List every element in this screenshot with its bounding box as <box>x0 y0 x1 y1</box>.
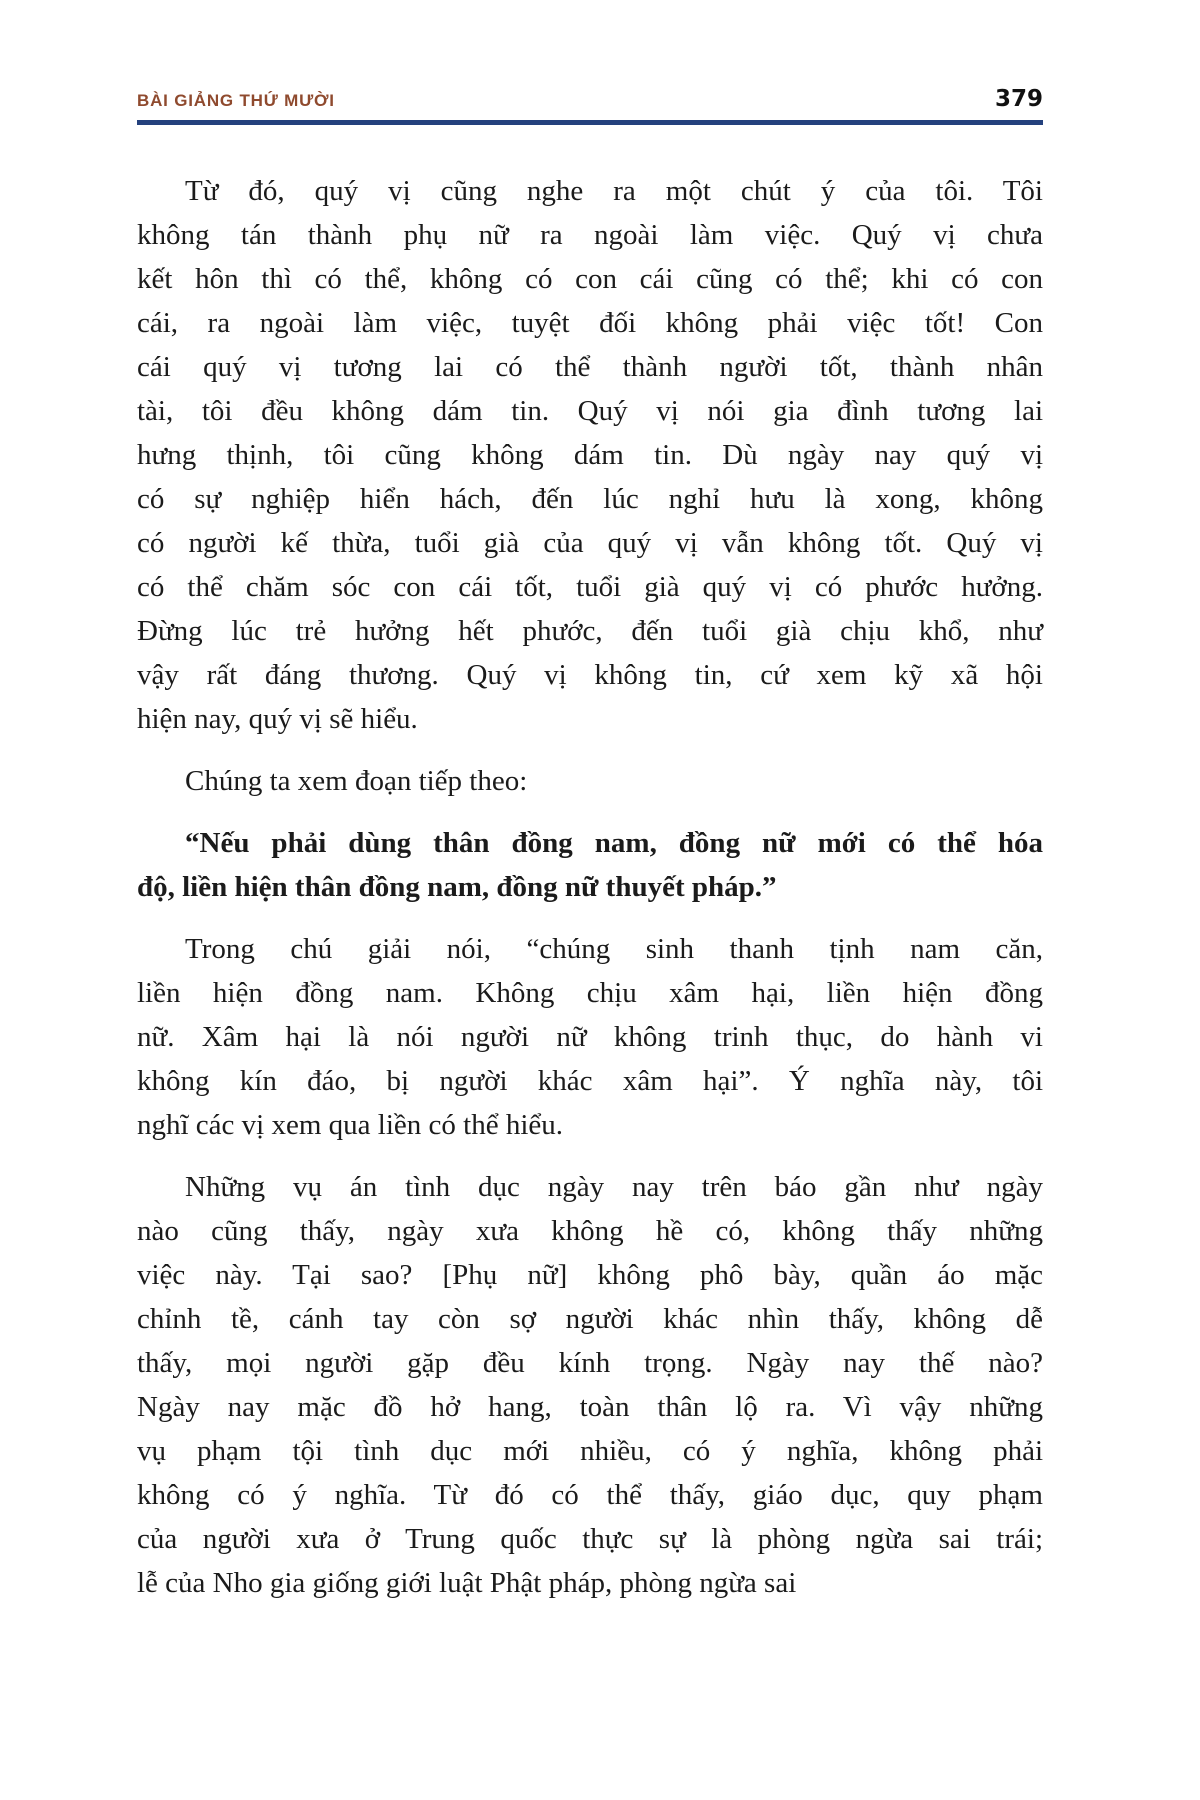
text-line: có thể chăm sóc con cái tốt, tuổi già quý vị có phước hưởng. <box>137 571 1043 603</box>
text-line: độ, liền hiện thân đồng nam, đồng nữ thuyết pháp.” <box>137 871 777 903</box>
text-line: vụ phạm tội tình dục mới nhiều, có ý nghĩa, không phải <box>137 1435 1043 1467</box>
page-body <box>137 169 1043 1605</box>
paragraph <box>137 1165 1043 1605</box>
text-line: không tán thành phụ nữ ra ngoài làm việc. Quý vị chưa <box>137 219 1043 251</box>
paragraph <box>137 759 1043 803</box>
text-line: nào cũng thấy, ngày xưa không hề có, không thấy những <box>137 1215 1043 1247</box>
text-line: cái, ra ngoài làm việc, tuyệt đối không phải việc tốt! Con <box>137 307 1043 339</box>
running-header <box>137 86 1043 112</box>
text-column <box>137 0 1043 1623</box>
text-line: Chúng ta xem đoạn tiếp theo: <box>185 765 528 797</box>
text-line: kết hôn thì có thể, không có con cái cũng có thể; khi có con <box>137 263 1043 295</box>
text-line: Đừng lúc trẻ hưởng hết phước, đến tuổi già chịu khổ, như <box>137 615 1043 647</box>
text-line: Trong chú giải nói, “chúng sinh thanh tịnh nam căn, <box>185 933 1043 965</box>
text-line: vậy rất đáng thương. Quý vị không tin, cứ xem kỹ xã hội <box>137 659 1043 691</box>
text-line: hưng thịnh, tôi cũng không dám tin. Dù ngày nay quý vị <box>137 439 1043 471</box>
text-line: có người kế thừa, tuổi già của quý vị vẫn không tốt. Quý vị <box>137 527 1043 559</box>
text-line: việc này. Tại sao? [Phụ nữ] không phô bày, quần áo mặc <box>137 1259 1043 1291</box>
text-line: chỉnh tề, cánh tay còn sợ người khác nhìn thấy, không dễ <box>137 1303 1043 1335</box>
text-line: Những vụ án tình dục ngày nay trên báo gần như ngày <box>185 1171 1043 1203</box>
text-line: tài, tôi đều không dám tin. Quý vị nói gia đình tương lai <box>137 395 1043 427</box>
text-line: không có ý nghĩa. Từ đó có thể thấy, giáo dục, quy phạm <box>137 1479 1043 1511</box>
running-header-title: BÀI GIẢNG THỨ MƯỜI <box>137 91 335 110</box>
text-line: liền hiện đồng nam. Không chịu xâm hại, liền hiện đồng <box>137 977 1043 1009</box>
text-line: nữ. Xâm hại là nói người nữ không trinh thục, do hành vi <box>137 1021 1043 1053</box>
text-line: cái quý vị tương lai có thể thành người tốt, thành nhân <box>137 351 1043 383</box>
text-line: hiện nay, quý vị sẽ hiểu. <box>137 703 418 735</box>
paragraph <box>137 821 1043 909</box>
text-line: Từ đó, quý vị cũng nghe ra một chút ý của tôi. Tôi <box>185 175 1043 207</box>
paragraph <box>137 169 1043 741</box>
text-line: của người xưa ở Trung quốc thực sự là phòng ngừa sai trái; <box>137 1523 1043 1555</box>
text-line: “Nếu phải dùng thân đồng nam, đồng nữ mới có thể hóa <box>185 827 1043 859</box>
text-line: không kín đáo, bị người khác xâm hại”. Ý nghĩa này, tôi <box>137 1065 1043 1097</box>
text-line: có sự nghiệp hiển hách, đến lúc nghỉ hưu là xong, không <box>137 483 1043 515</box>
text-line: thấy, mọi người gặp đều kính trọng. Ngày nay thế nào? <box>137 1347 1043 1379</box>
page-number: 379 <box>994 86 1043 112</box>
paragraph <box>137 927 1043 1147</box>
text-line: lễ của Nho gia giống giới luật Phật pháp, phòng ngừa sai <box>137 1567 797 1599</box>
text-line: Ngày nay mặc đồ hở hang, toàn thân lộ ra. Vì vậy những <box>137 1391 1043 1423</box>
text-line: nghĩ các vị xem qua liền có thể hiểu. <box>137 1109 563 1141</box>
header-rule <box>137 120 1043 125</box>
